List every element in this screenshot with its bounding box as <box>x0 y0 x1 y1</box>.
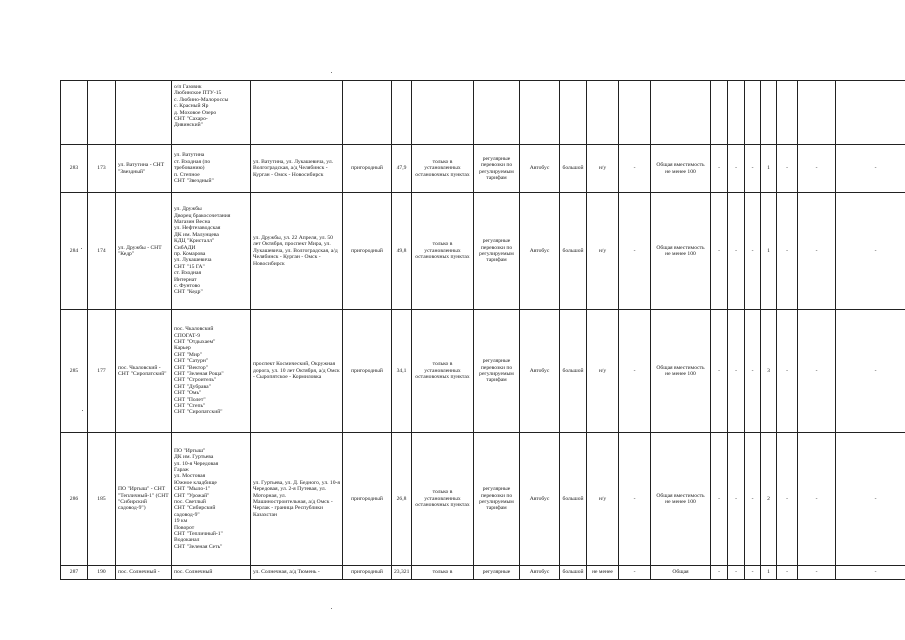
tariff-type: регулярные перевозки по регулируемым тарифам <box>474 310 520 433</box>
vehicle-type: Автобус <box>520 433 560 566</box>
tariff-type: регулярные перевозки по регулируемым тарифам <box>474 145 520 193</box>
capacity: Общая вместимость не менее 100 <box>651 145 711 193</box>
route-type: пригородный <box>343 145 392 193</box>
boarding-order: только в установленных остановочных пунктах <box>412 310 474 433</box>
vehicle-type: Автобус <box>520 566 560 580</box>
reg-number: 287 <box>61 566 88 580</box>
capacity: Общая вместимость не менее 100 <box>651 193 711 310</box>
vehicle-type: Автобус <box>520 145 560 193</box>
route-name: пос. Чкаловский - СНТ "Сиропатский" <box>116 310 172 433</box>
route-name: пос. Солнечный - <box>116 566 172 580</box>
boarding-order: только в установленных остановочных пунктах <box>412 145 474 193</box>
streets-cell: ул. Дружбы, ул. 22 Апреля, ул. 50 лет Октября, проспект Мира, ул. Лукашевича, ул. Волгоградская, а/д Челябинск - Курган - Омск - Новосибирск <box>251 193 343 310</box>
route-type: пригородный <box>343 193 392 310</box>
dash-cell: - <box>619 193 651 310</box>
stops-cell: пос. Чкаловский СПОГАТ-9 СНТ "Отдыхаем" Карьер СНТ "Мир" СНТ "Сатурн" СНТ "Вектор" СНТ "Зеленая Роща" СНТ "Строитель" СНТ "Дубрава" СНТ "Омь" СНТ "Полет" СНТ "Степь" СНТ "Сиропатский" <box>172 310 251 433</box>
route-length: 47,9 <box>392 145 412 193</box>
route-length: 26,8 <box>392 433 412 566</box>
vehicle-class: большой <box>560 145 587 193</box>
capacity: Общая вместимость не менее 100 <box>651 310 711 433</box>
scan-speck <box>82 410 83 411</box>
eco-class: н/у <box>587 145 619 193</box>
route-number: 173 <box>88 145 116 193</box>
dash-cell: - <box>619 145 651 193</box>
streets-cell: ул. Гуртьева, ул. Д. Бедного, ул. 10-я Чередовая, ул. 2-я Путевая, ул. Моторная, ул. Машиностроительная, а/д Омск - Черлак - граница Республики Казахстан <box>251 433 343 566</box>
dash-cell: - <box>619 310 651 433</box>
table-row: 287 190 пос. Солнечный - пос. Солнечный ул. Солнечная, а/д Тюмень - пригородный 23,321 только в регулярные Автобус большой не менее - Общая - - - 1 - - - <box>61 566 905 580</box>
dash-cell: - <box>619 566 651 580</box>
reg-number: 284 <box>61 193 88 310</box>
eco-class: не менее <box>587 566 619 580</box>
route-number: 174 <box>88 193 116 310</box>
table-row: 283 173 ул. Ватутина - СНТ "Звездный" ул. Ватутина ст. Входная (по требованию) п. Степное СНТ "Звездный" ул. Ватутина, ул. Лукашевича, ул. Волгоградская, а/д Челябинск - Курган - Омск - Новосибирск пригородный 47,9 только в установленных остановочных пунктах регулярные перевозки по регулируемым тарифам Автобус большой н/у - Общая вместимость не менее 100 - - - 1 - - - <box>61 145 905 193</box>
vehicle-class: большой <box>560 310 587 433</box>
route-type: пригородный <box>343 310 392 433</box>
scan-speck <box>331 608 332 609</box>
route-length: 23,321 <box>392 566 412 580</box>
stops-cell: ул. Дружбы Дворец бракосочетания Магазин Весна ул. Нефтезаводская ДК им. Малунцева КДЦ "Кристалл" СибАДИ пр. Комарова ул. Лукашевича СНТ "15 ГА" ст. Входная Интернат с. Фунтово СНТ "Кедр" <box>172 193 251 310</box>
eco-class: н/у <box>587 310 619 433</box>
stops-cell: пос. Солнечный <box>172 566 251 580</box>
vehicle-type: Автобус <box>520 310 560 433</box>
streets-cell: ул. Солнечная, а/д Тюмень - <box>251 566 343 580</box>
table-row: 284 174 ул. Дружбы - СНТ "Кедр" ул. Дружбы Дворец бракосочетания Магазин Весна ул. Нефтезаводская ДК им. Малунцева КДЦ "Кристалл" СибАДИ пр. Комарова ул. Лукашевича СНТ "15 ГА" ст. Входная Интернат с. Фунтово СНТ "Кедр" ул. Дружбы, ул. 22 Апреля, ул. 50 лет Октября, проспект Мира, ул. Лукашевича, ул. Волгоградская, а/д Челябинск - Курган - Омск - Новосибирск пригородный 49,8 только в установленных остановочных пунктах регулярные перевозки по регулируемым тарифам Автобус большой н/у - Общая вместимость не менее 100 - - - 1 - - - <box>61 193 905 310</box>
boarding-order: только в установленных остановочных пунктах <box>412 433 474 566</box>
vehicle-class: большой <box>560 566 587 580</box>
tariff-type: регулярные перевозки по регулируемым тарифам <box>474 193 520 310</box>
reg-number: 286 <box>61 433 88 566</box>
route-name: ПО "Иртыш" - СНТ "Тепличный-1" (СНТ "Сибирский садовод-9") <box>116 433 172 566</box>
route-name: ул. Ватутина - СНТ "Звездный" <box>116 145 172 193</box>
vehicle-class: большой <box>560 433 587 566</box>
table-row <box>61 81 905 145</box>
scan-speck <box>81 248 82 249</box>
boarding-order: только в установленных остановочных пунктах <box>412 193 474 310</box>
route-length: 34,1 <box>392 310 412 433</box>
streets-cell: проспект Космический, Окружная дорога, ул. 10 лет Октября, а/д Омск - Сыропятское - Кормиловка <box>251 310 343 433</box>
stops-cell: ул. Ватутина ст. Входная (по требованию) п. Степное СНТ "Звездный" <box>172 145 251 193</box>
table-row: 286 185 ПО "Иртыш" - СНТ "Тепличный-1" (СНТ "Сибирский садовод-9") ПО "Иртыш" ДК им. Гуртьева ул. 10-я Чередовая Гараж ул. Мостовая Южное кладбище СНТ "Мыло-1" СНТ "Урожай" пос. Светлый СНТ "Сибирский садовод-9" 19 км Поворот СНТ "Тепличный-1" Водоканал СНТ "Зеленая Сеть" ул. Гуртьева, ул. Д. Бедного, ул. 10-я Чередовая, ул. 2-я Путевая, ул. Моторная, ул. Машиностроительная, а/д Омск - Черлак - граница Республики Казахстан пригородный 26,8 только в установленных остановочных пунктах регулярные перевозки по регулируемым тарифам Автобус большой н/у - Общая вместимость не менее 100 - - - 2 - - - <box>61 433 905 566</box>
route-number: 185 <box>88 433 116 566</box>
route-length: 49,8 <box>392 193 412 310</box>
route-type: пригородный <box>343 433 392 566</box>
tariff-type: регулярные перевозки по регулируемым тарифам <box>474 433 520 566</box>
vehicle-class: большой <box>560 193 587 310</box>
reg-number: 285 <box>61 310 88 433</box>
tariff-type: регулярные <box>474 566 520 580</box>
capacity: Общая вместимость не менее 100 <box>651 433 711 566</box>
route-number: 190 <box>88 566 116 580</box>
eco-class: н/у <box>587 193 619 310</box>
reg-number: 283 <box>61 145 88 193</box>
table-row: 285 177 пос. Чкаловский - СНТ "Сиропатский" пос. Чкаловский СПОГАТ-9 СНТ "Отдыхаем" Карьер СНТ "Мир" СНТ "Сатурн" СНТ "Вектор" СНТ "Зеленая Роща" СНТ "Строитель" СНТ "Дубрава" СНТ "Омь" СНТ "Полет" СНТ "Степь" СНТ "Сиропатский" проспект Космический, Окружная дорога, ул. 10 лет Октября, а/д Омск - Сыропятское - Кормиловка пригородный 34,1 только в установленных остановочных пунктах регулярные перевозки по регулируемым тарифам Автобус большой н/у - Общая вместимость не менее 100 - - - 3 - - - <box>61 310 905 433</box>
route-type: пригородный <box>343 566 392 580</box>
stops-cell: о/п Газовик Любинское ПТУ-15 с. Любино-Малороссы с. Красный Яр д. Моховое Озеро СНТ "Сахаро- Дивинский" <box>172 81 251 145</box>
route-name: ул. Дружбы - СНТ "Кедр" <box>116 193 172 310</box>
routes-table <box>60 80 905 580</box>
vehicle-type: Автобус <box>520 193 560 310</box>
boarding-order: только в <box>412 566 474 580</box>
stops-cell: ПО "Иртыш" ДК им. Гуртьева ул. 10-я Чередовая Гараж ул. Мостовая Южное кладбище СНТ "Мыло-1" СНТ "Урожай" пос. Светлый СНТ "Сибирский садовод-9" 19 км Поворот СНТ "Тепличный-1" Водоканал СНТ "Зеленая Сеть" <box>172 433 251 566</box>
capacity: Общая <box>651 566 711 580</box>
route-number: 177 <box>88 310 116 433</box>
scan-speck <box>331 72 332 73</box>
dash-cell: - <box>619 433 651 566</box>
eco-class: н/у <box>587 433 619 566</box>
streets-cell: ул. Ватутина, ул. Лукашевича, ул. Волгоградская, а/д Челябинск - Курган - Омск - Новосибирск <box>251 145 343 193</box>
